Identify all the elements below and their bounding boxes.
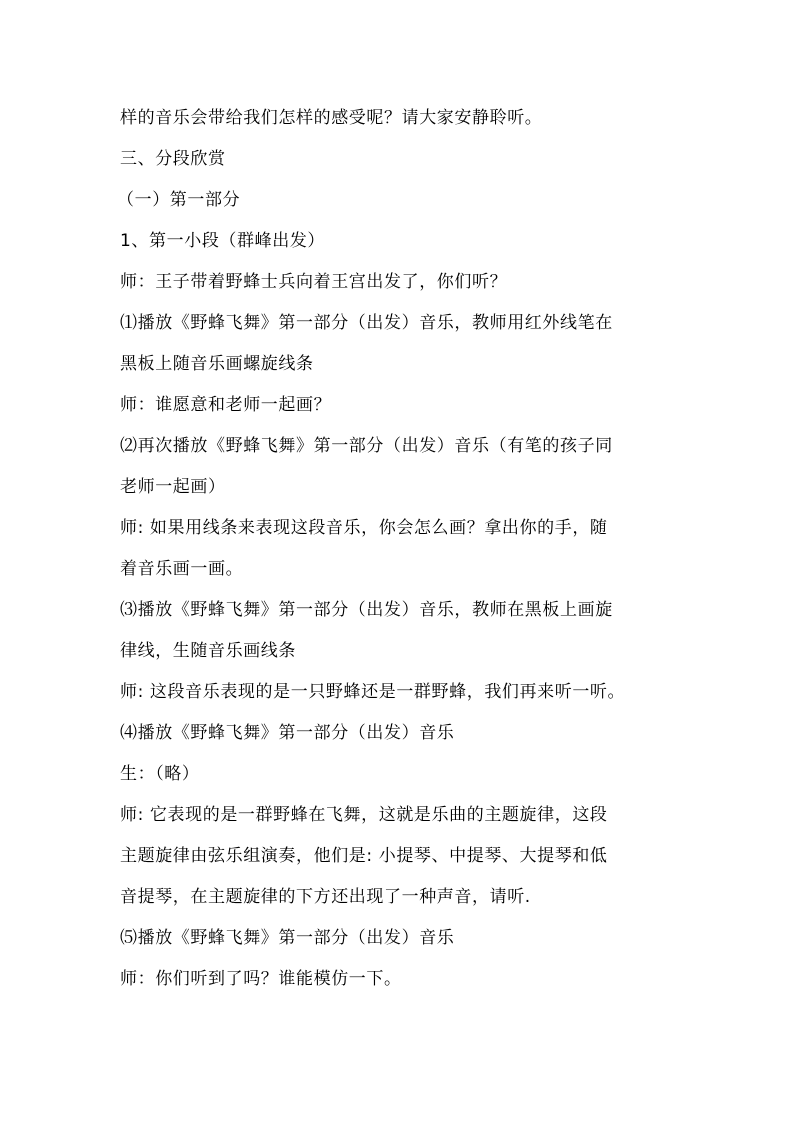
text-line-15: 师: 这段音乐表现的是一只野蜂还是一群野蜂，我们再来听一听。 [120,682,626,702]
subsection-heading: （一）第一部分 [117,190,241,210]
text-line-1: 样的音乐会带给我们怎样的感受呢？请大家安静聆听。 [120,108,543,128]
text-line-19: 主题旋律由弦乐组演奏，他们是: 小提琴、中提琴、大提琴和低 [120,846,608,866]
document-body [117,98,680,1000]
text-line-17: 生：（略） [120,764,200,784]
text-line-18: 师: 它表现的是一群野蜂在飞舞，这就是乐曲的主题旋律，这段 [120,805,608,825]
text-line-7: 黑板上随音乐画螺旋线条 [120,354,314,374]
text-line-22: 师：你们听到了吗？谁能模仿一下。 [120,969,402,989]
text-line-13: ⑶播放《野蜂飞舞》第一部分（出发）音乐，教师在黑板上画旋 [120,600,613,620]
text-line-21: ⑸播放《野蜂飞舞》第一部分（出发）音乐 [120,928,455,948]
text-line-20: 音提琴，在主题旋律的下方还出现了一种声音，请听. [120,887,531,907]
text-line-12: 着音乐画一画。 [120,559,244,579]
subsection-item-heading: 1、第一小段（群峰出发） [120,231,326,251]
text-line-10: 老师一起画） [120,477,226,497]
text-line-14: 律线，生随音乐画线条 [120,641,296,661]
text-line-8: 师：谁愿意和老师一起画？ [120,395,332,415]
text-line-11: 师: 如果用线条来表现这段音乐，你会怎么画？拿出你的手，随 [120,518,608,538]
text-line-5: 师：王子带着野蜂士兵向着王宫出发了，你们听？ [120,272,508,292]
section-heading: 三、分段欣赏 [120,149,226,169]
text-line-9: ⑵再次播放《野蜂飞舞》第一部分（出发）音乐（有笔的孩子同 [120,436,613,456]
text-line-16: ⑷播放《野蜂飞舞》第一部分（出发）音乐 [120,723,455,743]
text-line-6: ⑴播放《野蜂飞舞》第一部分（出发）音乐，教师用红外线笔在 [120,313,613,333]
